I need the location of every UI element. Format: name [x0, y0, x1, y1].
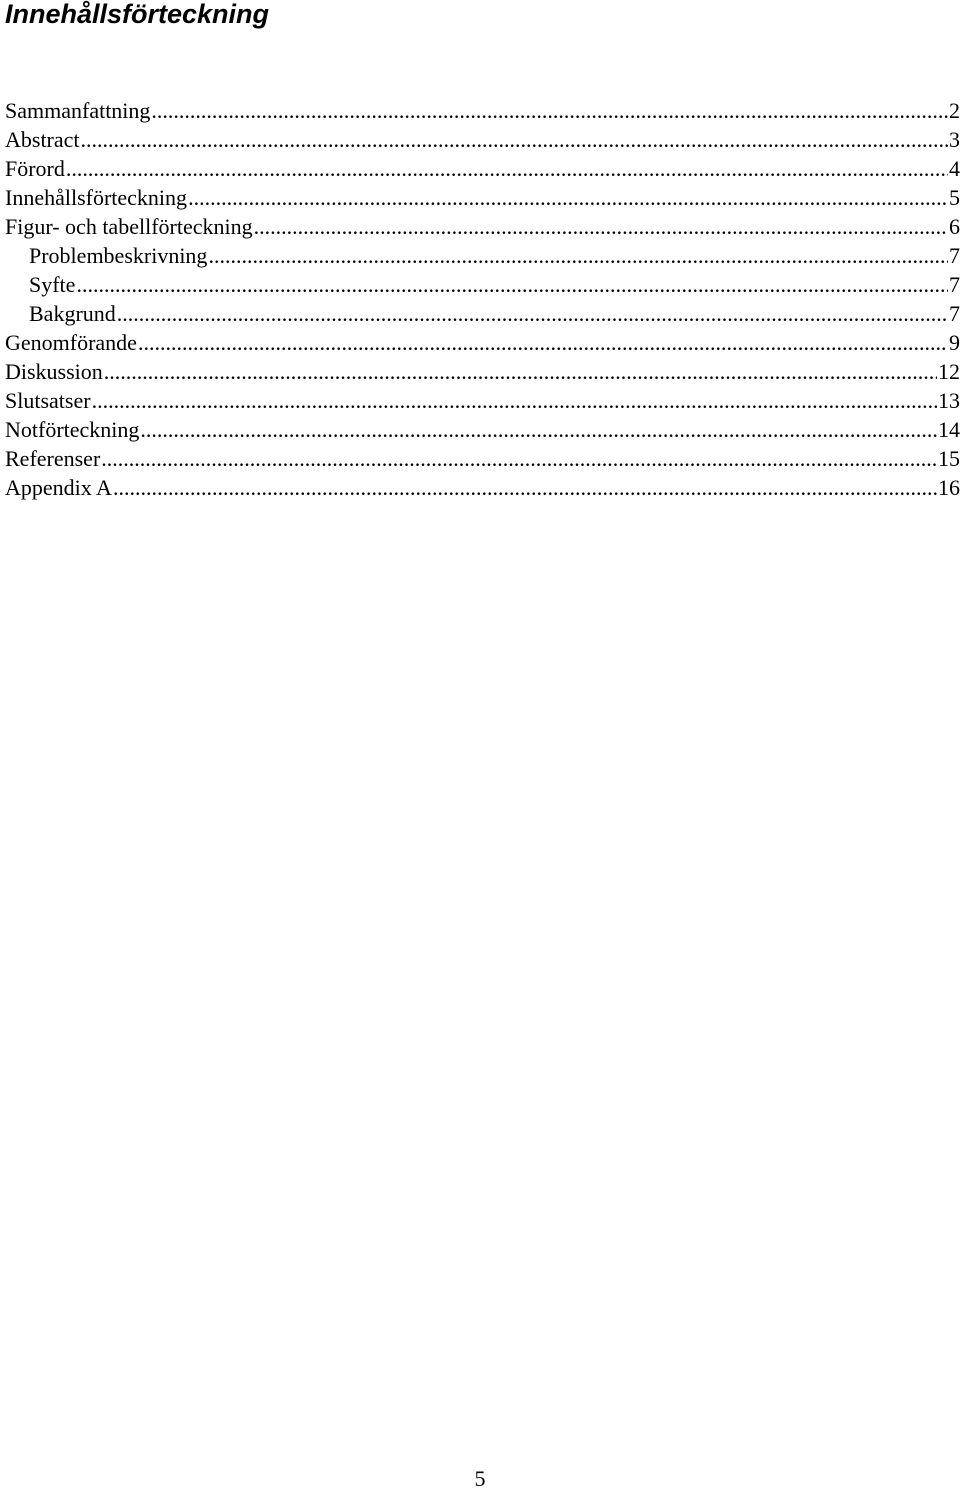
toc-entry-notforteckning[interactable]	[5, 415, 960, 444]
toc-dot-leader	[254, 212, 948, 241]
toc-entry-page: 15	[938, 446, 960, 471]
page-title: Innehållsförteckning	[5, 0, 270, 29]
toc-entry-page: 4	[949, 156, 960, 181]
toc-entry-page: 14	[938, 417, 960, 442]
toc-entry-page: 9	[949, 330, 960, 355]
toc-entry-label: Appendix A	[5, 475, 112, 500]
toc-entry-label: Bakgrund	[29, 301, 116, 326]
toc-dot-leader	[113, 473, 937, 502]
toc-entry-label: Notförteckning	[5, 417, 140, 442]
toc-entry-appendix-a[interactable]	[5, 473, 960, 502]
toc-entry-problembeskrivning[interactable]	[5, 241, 960, 270]
toc-entry-diskussion[interactable]	[5, 357, 960, 386]
toc-entry-page: 2	[949, 98, 960, 123]
toc-entry-slutsatser[interactable]	[5, 386, 960, 415]
toc-entry-label: Syfte	[29, 272, 76, 297]
toc-dot-leader	[117, 299, 948, 328]
toc-dot-leader	[92, 386, 937, 415]
page-number: 5	[474, 1466, 486, 1491]
table-of-contents	[5, 96, 960, 502]
toc-entry-page: 3	[949, 127, 960, 152]
toc-entry-referenser[interactable]	[5, 444, 960, 473]
toc-entry-genomforande[interactable]	[5, 328, 960, 357]
toc-entry-figur-och-tabellforteckning[interactable]	[5, 212, 960, 241]
toc-dot-leader	[138, 328, 948, 357]
toc-entry-page: 7	[949, 301, 960, 326]
toc-dot-leader	[208, 241, 948, 270]
toc-dot-leader	[151, 96, 948, 125]
toc-dot-leader	[66, 154, 948, 183]
toc-entry-label: Genomförande	[5, 330, 137, 355]
toc-entry-label: Diskussion	[5, 359, 103, 384]
toc-entry-forord[interactable]	[5, 154, 960, 183]
toc-entry-page: 12	[938, 359, 960, 384]
toc-entry-page: 16	[938, 475, 960, 500]
toc-entry-label: Slutsatser	[5, 388, 91, 413]
toc-entry-label: Problembeskrivning	[29, 243, 208, 268]
toc-entry-abstract[interactable]	[5, 125, 960, 154]
toc-entry-page: 7	[949, 243, 960, 268]
toc-dot-leader	[104, 357, 937, 386]
toc-dot-leader	[76, 270, 948, 299]
toc-dot-leader	[188, 183, 948, 212]
toc-entry-page: 5	[949, 185, 960, 210]
toc-entry-syfte[interactable]	[5, 270, 960, 299]
toc-entry-bakgrund[interactable]	[5, 299, 960, 328]
toc-entry-page: 13	[938, 388, 960, 413]
toc-entry-label: Referenser	[5, 446, 101, 471]
toc-entry-label: Figur- och tabellförteckning	[5, 214, 253, 239]
toc-entry-sammanfattning[interactable]	[5, 96, 960, 125]
toc-entry-page: 6	[949, 214, 960, 239]
toc-entry-innehallsforteckning[interactable]	[5, 183, 960, 212]
toc-entry-label: Förord	[5, 156, 65, 181]
toc-entry-label: Sammanfattning	[5, 98, 151, 123]
toc-entry-page: 7	[949, 272, 960, 297]
toc-dot-leader	[81, 125, 948, 154]
toc-entry-label: Abstract	[5, 127, 80, 152]
toc-dot-leader	[101, 444, 937, 473]
toc-entry-label: Innehållsförteckning	[5, 185, 188, 210]
toc-dot-leader	[140, 415, 937, 444]
